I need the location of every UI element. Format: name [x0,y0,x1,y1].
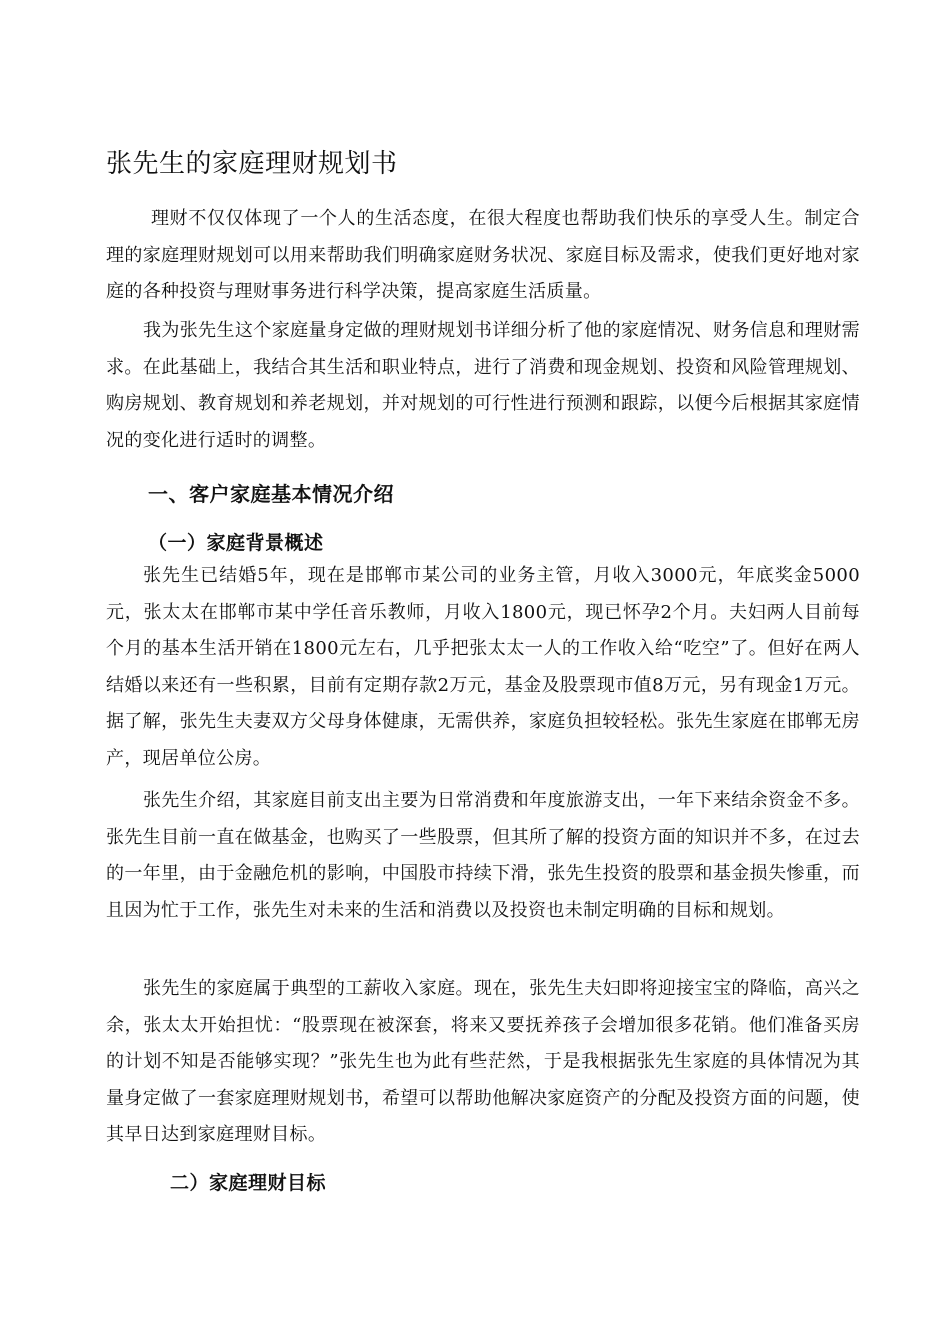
background-paragraph-3: 张先生的家庭属于典型的工薪收入家庭。现在，张先生夫妇即将迎接宝宝的降临，高兴之余，张太太开始担忧：“股票现在被深套，将来又要抚养孩子会增加很多花销。他们准备买房的计划不知是否能够实现？”张先生也为此有些茫然，于是我根据张先生家庭的具体情况为其量身定做了一套家庭理财规划书，希望可以帮助他解决家庭资产的分配及投资方面的问题，使其早日达到家庭理财目标。 [106,978,860,1145]
intro-paragraph-2: 我为张先生这个家庭量身定做的理财规划书详细分析了他的家庭情况、财务信息和理财需求。在此基础上，我结合其生活和职业特点，进行了消费和现金规划、投资和风险管理规划、购房规划、教育规划和养老规划，并对规划的可行性进行预测和跟踪，以便今后根据其家庭情况的变化进行适时的调整。 [106,320,860,451]
document-title: 张先生的家庭理财规划书 [106,149,398,179]
background-paragraph-1: 张先生已结婚5年，现在是邯郸市某公司的业务主管，月收入3000元，年底奖金5000元，张太太在邯郸市某中学任音乐教师，月收入1800元，现已怀孕2个月。夫妇两人目前每个月的基本生活开销在1800元左右，几乎把张太太一人的工作收入给“吃空”了。但好在两人结婚以来还有一些积累，目前有定期存款2万元，基金及股票现市值8万元，另有现金1万元。据了解，张先生夫妻双方父母身体健康，无需供养，家庭负担较轻松。张先生家庭在邯郸无房产，现居单位公房。 [106,565,860,769]
background-paragraph-2: 张先生介绍，其家庭目前支出主要为日常消费和年度旅游支出，一年下来结余资金不多。张先生目前一直在做基金，也购买了一些股票，但其所了解的投资方面的知识并不多，在过去的一年里，由于金融危机的影响，中国股市持续下滑，张先生投资的股票和基金损失惨重，而且因为忙于工作，张先生对未来的生活和消费以及投资也未制定明确的目标和规划。 [106,790,860,921]
subsection-heading-financial-goals: 二）家庭理财目标 [170,1172,327,1194]
intro-paragraph-1: 理财不仅仅体现了一个人的生活态度，在很大程度也帮助我们快乐的享受人生。制定合理的家庭理财规划可以用来帮助我们明确家庭财务状况、家庭目标及需求，使我们更好地对家庭的各种投资与理财事务进行科学决策，提高家庭生活质量。 [106,208,860,302]
section-heading-client-family: 一、客户家庭基本情况介绍 [148,482,394,506]
subsection-heading-family-background: （一）家庭背景概述 [148,532,324,554]
